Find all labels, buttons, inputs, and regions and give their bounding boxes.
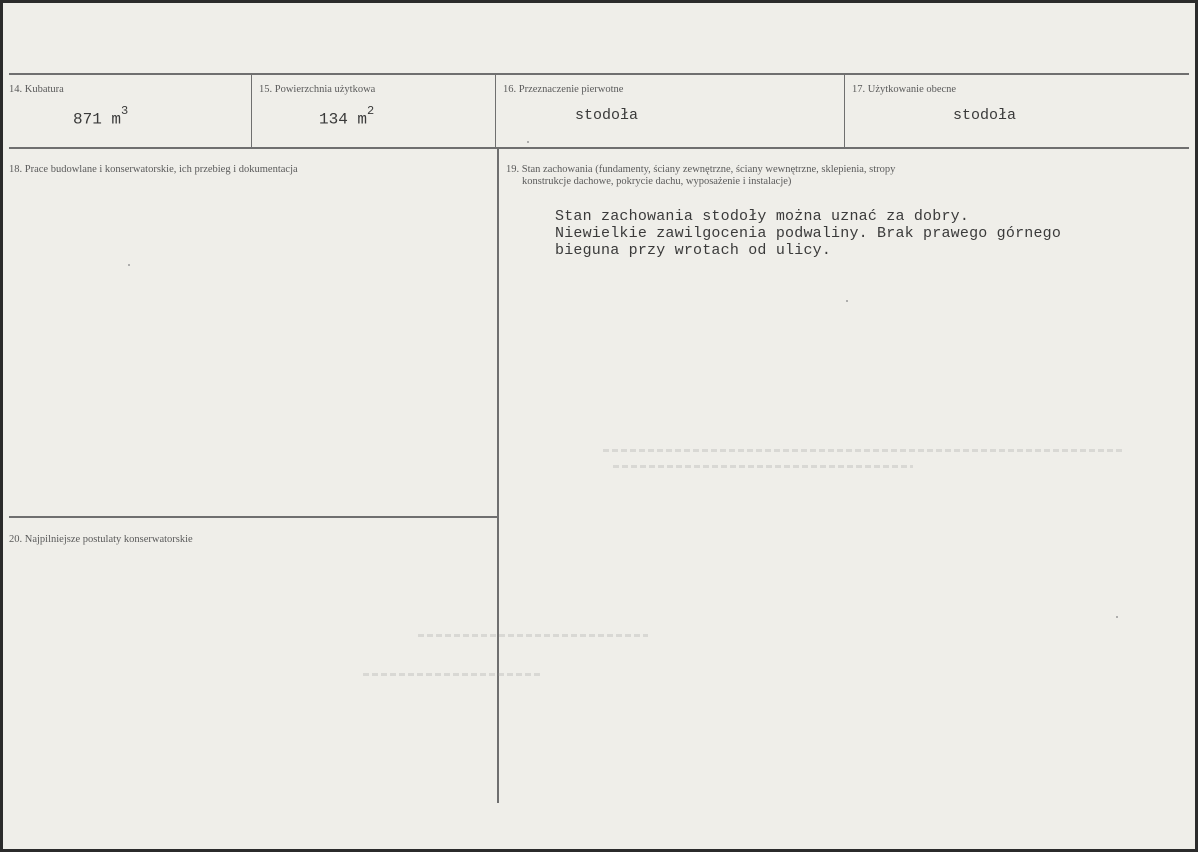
record-card: [3, 3, 1195, 849]
paper-speck: [527, 141, 529, 143]
uzytkowanie-value: stodoła: [953, 107, 1017, 124]
powierzchnia-unit: m: [357, 110, 368, 129]
kubatura-exponent: 3: [121, 104, 129, 118]
przeznaczenie-value: stodoła: [575, 107, 639, 124]
stan-text-line-1: Stan zachowania stodoły można uznać za dobry.: [555, 208, 970, 225]
section-18-bottom-rule: [9, 516, 497, 518]
bleed-through-mark: [418, 634, 648, 637]
kubatura-value: [73, 104, 129, 129]
kubatura-number: 871: [73, 110, 102, 129]
stan-text-line-3: bieguna przy wrotach od ulicy.: [555, 242, 832, 259]
main-vertical-divider: [497, 149, 499, 803]
upper-row-bottom-rule: [9, 147, 1189, 149]
powierzchnia-exponent: 2: [367, 104, 375, 118]
kubatura-unit: m: [111, 110, 122, 129]
powierzchnia-label: 15. Powierzchnia użytkowa: [259, 84, 376, 95]
paper-speck: [846, 300, 848, 302]
powierzchnia-value: [319, 104, 375, 129]
stan-text-line-2: Niewielkie zawilgocenia podwaliny. Brak prawego górnego: [555, 225, 1062, 242]
divider-16-17: [844, 75, 845, 148]
top-rule: [9, 73, 1189, 75]
postulaty-label: 20. Najpilniejsze postulaty konserwatorskie: [9, 534, 193, 545]
divider-14-15: [251, 75, 252, 148]
prace-label: 18. Prace budowlane i konserwatorskie, ich przebieg i dokumentacja: [9, 164, 298, 175]
paper-speck: [1116, 616, 1118, 618]
powierzchnia-number: 134: [319, 110, 348, 129]
bleed-through-mark: [613, 465, 913, 468]
bleed-through-mark: [363, 673, 543, 676]
przeznaczenie-label: 16. Przeznaczenie pierwotne: [503, 84, 624, 95]
uzytkowanie-label: 17. Użytkowanie obecne: [852, 84, 957, 95]
kubatura-label: 14. Kubatura: [9, 84, 64, 95]
stan-label-line1: 19. Stan zachowania (fundamenty, ściany zewnętrzne, ściany wewnętrzne, sklepienia, stropy: [506, 164, 896, 175]
paper-speck: [128, 264, 130, 266]
divider-15-16: [495, 75, 496, 148]
bleed-through-mark: [603, 449, 1123, 452]
stan-label-line2: konstrukcje dachowe, pokrycie dachu, wyposażenie i instalacje): [522, 176, 792, 187]
